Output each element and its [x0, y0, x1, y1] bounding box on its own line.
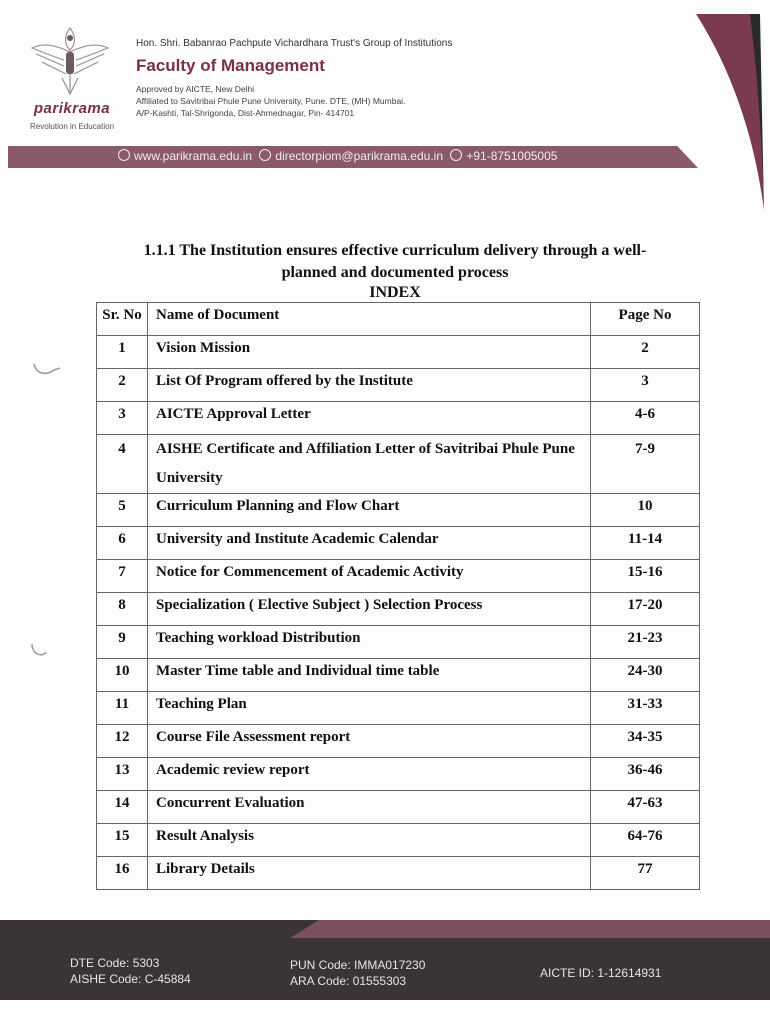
row-document: Academic review report — [148, 758, 591, 791]
row-sr: 2 — [97, 369, 148, 402]
contact-strip — [118, 149, 561, 163]
affiliation-line: Affiliated to Savitribai Phule Pune University, Pune. DTE, (MH) Mumbai. — [136, 96, 406, 106]
row-sr: 4 — [97, 435, 148, 494]
faculty-name: Faculty of Management — [136, 56, 325, 75]
row-document: University and Institute Academic Calendar — [148, 527, 591, 560]
title-line-2: planned and documented process — [281, 264, 509, 281]
row-document: Master Time table and Individual time table — [148, 659, 591, 692]
pun-code: PUN Code: IMMA017230 — [290, 958, 426, 972]
row-page: 64-76 — [591, 824, 700, 857]
row-sr: 7 — [97, 560, 148, 593]
punch-hole-mark — [28, 640, 50, 660]
row-page: 36-46 — [591, 758, 700, 791]
row-document: AICTE Approval Letter — [148, 402, 591, 435]
trust-name: Hon. Shri. Babanrao Pachpute Vichardhara Trust's Group of Institutions — [136, 38, 453, 49]
table-row — [97, 758, 700, 791]
row-sr: 13 — [97, 758, 148, 791]
header-sr-no: Sr. No — [97, 303, 148, 336]
index-table — [96, 302, 700, 890]
row-document: Result Analysis — [148, 824, 591, 857]
table-row — [97, 369, 700, 402]
table-row — [97, 593, 700, 626]
table-row — [97, 435, 700, 494]
table-row — [97, 402, 700, 435]
phone-icon — [450, 149, 462, 161]
title-line-1: 1.1.1 The Institution ensures effective curriculum delivery through a well- — [143, 242, 647, 259]
table-row — [97, 692, 700, 725]
aishe-code: AISHE Code: C-45884 — [70, 972, 191, 986]
address-line: A/P-Kashti, Tal-Shrigonda, Dist-Ahmednagar, Pin- 414701 — [136, 108, 355, 118]
row-page: 17-20 — [591, 593, 700, 626]
row-document: List Of Program offered by the Institute — [148, 369, 591, 402]
row-page: 7-9 — [591, 435, 700, 494]
row-page: 77 — [591, 857, 700, 890]
dte-code: DTE Code: 5303 — [70, 956, 160, 970]
row-page: 11-14 — [591, 527, 700, 560]
row-sr: 8 — [97, 593, 148, 626]
row-sr: 11 — [97, 692, 148, 725]
institution-logo — [20, 22, 120, 134]
row-document: Notice for Commencement of Academic Activity — [148, 560, 591, 593]
table-row — [97, 527, 700, 560]
row-page: 34-35 — [591, 725, 700, 758]
email-link[interactable]: directorpiom@parikrama.edu.in — [275, 149, 443, 163]
row-sr: 5 — [97, 494, 148, 527]
row-sr: 16 — [97, 857, 148, 890]
header-document-name: Name of Document — [148, 303, 591, 336]
row-document: Course File Assessment report — [148, 725, 591, 758]
row-page: 31-33 — [591, 692, 700, 725]
row-page: 15-16 — [591, 560, 700, 593]
table-row — [97, 494, 700, 527]
header-page-no: Page No — [591, 303, 700, 336]
row-document: Specialization ( Elective Subject ) Selection Process — [148, 593, 591, 626]
table-row — [97, 725, 700, 758]
row-sr: 9 — [97, 626, 148, 659]
table-row — [97, 336, 700, 369]
row-sr: 6 — [97, 527, 148, 560]
row-sr: 14 — [97, 791, 148, 824]
row-document: Teaching workload Distribution — [148, 626, 591, 659]
row-page: 47-63 — [591, 791, 700, 824]
aicte-id: AICTE ID: 1-12614931 — [540, 966, 662, 980]
phone-number: +91-8751005005 — [466, 149, 558, 163]
row-document: Teaching Plan — [148, 692, 591, 725]
row-document: Library Details — [148, 857, 591, 890]
globe-icon — [118, 149, 130, 161]
row-document: AISHE Certificate and Affiliation Letter of Savitribai Phule Pune University — [148, 435, 591, 494]
punch-hole-mark — [30, 360, 64, 380]
row-page: 3 — [591, 369, 700, 402]
row-sr: 3 — [97, 402, 148, 435]
row-document: Concurrent Evaluation — [148, 791, 591, 824]
garuda-emblem-icon — [28, 22, 112, 102]
email-icon — [259, 149, 271, 161]
logo-wordmark: parikrama — [33, 100, 111, 117]
row-sr: 1 — [97, 336, 148, 369]
table-row — [97, 626, 700, 659]
ara-code: ARA Code: 01555303 — [290, 974, 407, 988]
row-page: 10 — [591, 494, 700, 527]
row-sr: 10 — [97, 659, 148, 692]
table-row — [97, 791, 700, 824]
row-page: 4-6 — [591, 402, 700, 435]
row-sr: 15 — [97, 824, 148, 857]
table-row — [97, 857, 700, 890]
approval-line: Approved by AICTE, New Delhi — [136, 84, 255, 94]
table-row — [97, 659, 700, 692]
row-page: 21-23 — [591, 626, 700, 659]
row-document: Vision Mission — [148, 336, 591, 369]
website-link[interactable]: www.parikrama.edu.in — [134, 149, 253, 163]
row-page: 2 — [591, 336, 700, 369]
document-title — [100, 240, 690, 284]
header-swoosh-decoration — [690, 0, 770, 220]
row-page: 24-30 — [591, 659, 700, 692]
row-sr: 12 — [97, 725, 148, 758]
footer-accent-stripe — [290, 920, 770, 938]
table-row — [97, 560, 700, 593]
index-heading: INDEX — [369, 284, 421, 301]
row-document: Curriculum Planning and Flow Chart — [148, 494, 591, 527]
table-header-row — [97, 303, 700, 336]
logo-tagline: Revolution in Education — [29, 122, 115, 131]
table-row — [97, 824, 700, 857]
